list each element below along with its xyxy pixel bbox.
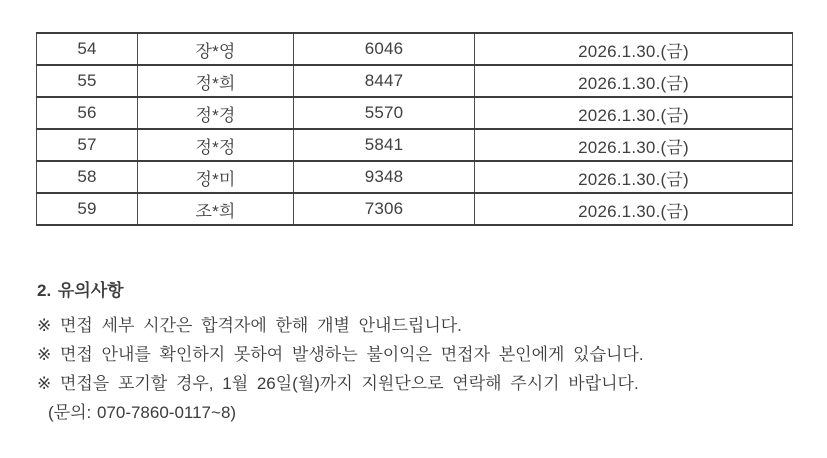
- table-cell-no: 58: [37, 161, 138, 193]
- notes-heading: 2. 유의사항: [37, 281, 124, 300]
- table-cell-name: 정*희: [138, 65, 294, 97]
- table-cell-no: 55: [37, 65, 138, 97]
- contact-info: (문의: 070-7860-0117~8): [48, 403, 237, 422]
- table-cell-no: 59: [37, 193, 138, 225]
- table-cell-code: 7306: [294, 193, 475, 225]
- table-cell-name: 조*희: [138, 193, 294, 225]
- table-cell-no: 57: [37, 129, 138, 161]
- table-row: [37, 65, 793, 97]
- table-cell-date: 2026.1.30.(금): [475, 97, 793, 129]
- table-row: [37, 161, 793, 193]
- table-cell-date: 2026.1.30.(금): [475, 65, 793, 97]
- table-row: [37, 33, 793, 65]
- table-cell-date: 2026.1.30.(금): [475, 33, 793, 65]
- interview-schedule-table: [36, 32, 793, 226]
- table-cell-code: 5841: [294, 129, 475, 161]
- table-cell-code: 6046: [294, 33, 475, 65]
- table-row: [37, 129, 793, 161]
- table-row: [37, 193, 793, 225]
- table-cell-date: 2026.1.30.(금): [475, 193, 793, 225]
- note-item: ※ 면접 안내를 확인하지 못하여 발생하는 불이익은 면접자 본인에게 있습니다.: [37, 345, 644, 364]
- table-cell-name: 정*경: [138, 97, 294, 129]
- table-cell-name: 정*미: [138, 161, 294, 193]
- table-cell-date: 2026.1.30.(금): [475, 129, 793, 161]
- table-cell-no: 56: [37, 97, 138, 129]
- table-cell-code: 9348: [294, 161, 475, 193]
- table-cell-name: 정*정: [138, 129, 294, 161]
- table-cell-code: 8447: [294, 65, 475, 97]
- table-cell-name: 장*영: [138, 33, 294, 65]
- note-item: ※ 면접 세부 시간은 합격자에 한해 개별 안내드립니다.: [37, 316, 462, 335]
- note-item: ※ 면접을 포기할 경우, 1월 26일(월)까지 지원단으로 연락해 주시기 바랍니다.: [37, 374, 639, 393]
- notes-section: [37, 280, 797, 427]
- table-cell-code: 5570: [294, 97, 475, 129]
- table-cell-no: 54: [37, 33, 138, 65]
- table-cell-date: 2026.1.30.(금): [475, 161, 793, 193]
- table-row: [37, 97, 793, 129]
- interview-table-body: [37, 33, 793, 225]
